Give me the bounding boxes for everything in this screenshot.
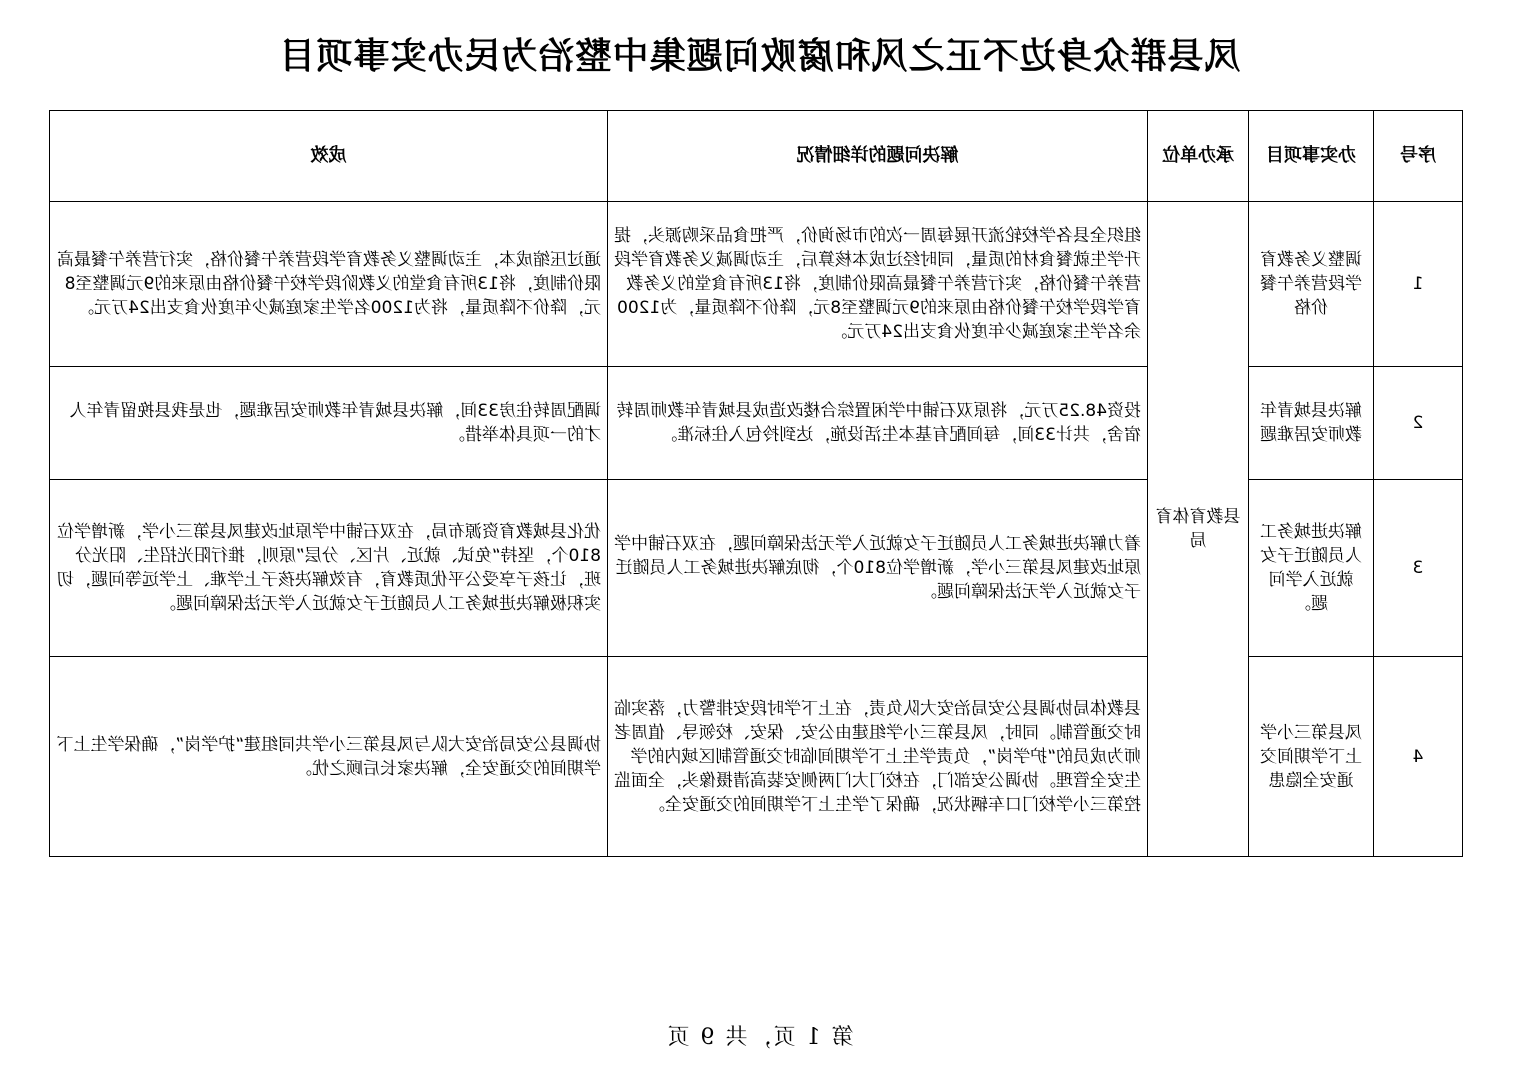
row-detail: 县教体局协调县公安局治安大队负责，在上下学时段安排警力，落实临时交通管制。同时，凤县第三小学组建由公安、保安、校领导、值周老师为成员的“护学岗”，负责学生上下学期间临时交通管制区域内的学生安全管理。协调公安部门，在校门大门两侧安装高清摄像头，全面监控第三小学校门口车辆状况，确保了学生上下学期间的交通安全。 [608, 657, 1148, 857]
responsible-unit: 县教育体育局 [1148, 202, 1249, 857]
page-footer: 第 1 页，共 9 页 [665, 1025, 854, 1050]
header-unit: 承办单位 [1148, 111, 1249, 202]
row-item: 解决进城务工人员随迁子女就近入学问题。 [1249, 480, 1374, 657]
row-effect: 通过压缩成本，主动调整义务教育学段营养午餐价格，实行营养午餐最高限价制度，将13所有食堂的义教阶段学校午餐价格由原来的9元调整至8元，降价不降质量，将为1200名学生家庭减少年度伙食支出24万元。 [50, 202, 608, 367]
table-row [50, 480, 1463, 657]
row-detail: 投资48.25万元，将原双石铺中学闲置综合楼改造成县城青年教师周转宿舍，共计33间，每间配有基本生活设施，达到拎包入住标准。 [608, 367, 1148, 480]
row-no: 1 [1374, 202, 1463, 367]
row-item: 凤县第三小学上下学期间交通安全隐患 [1249, 657, 1374, 857]
row-effect: 调配周转住房33间，解决县城青年教师安居难题，也是我县挽留青年人才的一项具体举措。 [50, 367, 608, 480]
row-item: 调整义务教育学段营养午餐价格 [1249, 202, 1374, 367]
table-row [50, 367, 1463, 480]
header-detail: 解决问题的详细情况 [608, 111, 1148, 202]
projects-table [49, 110, 1463, 857]
header-item: 办实事项目 [1249, 111, 1374, 202]
header-no: 序号 [1374, 111, 1463, 202]
page-title: 凤县群众身边不正之风和腐败问题集中整治为民办实事项目 [278, 35, 1241, 77]
table-row [50, 657, 1463, 857]
row-effect: 优化县城教育资源布局，在双石铺中学原址改建凤县第三小学，新增学位810个，坚持“免试、就近、片区、分层”原则，推行阳光招生、阳光分班，让孩子享受公平优质教育，有效解决孩子上学难、上学远等问题，切实积极解决进城务工人员随迁子女就近入学无法保障问题。 [50, 480, 608, 657]
row-no: 2 [1374, 367, 1463, 480]
row-effect: 协调县公安局治安大队与凤县第三小学共同组建“护学岗”，确保学生上下学期间的交通安全，解决家长后顾之忧。 [50, 657, 608, 857]
table-row [50, 202, 1463, 367]
header-effect: 成效 [50, 111, 608, 202]
row-item: 解决县城青年教师安居难题 [1249, 367, 1374, 480]
row-no: 3 [1374, 480, 1463, 657]
table-header-row [50, 111, 1463, 202]
row-no: 4 [1374, 657, 1463, 857]
row-detail: 着力解决进城务工人员随迁子女就近入学无法保障问题，在双石铺中学原址改建凤县第三小学，新增学位810个，彻底解决进城务工人员随迁子女就近入学无法保障问题。 [608, 480, 1148, 657]
row-detail: 组织全县各学校轮流开展每周一次的市场询价，严把食品采购源头，提升学生就餐食材的质量，同时经过成本核算后，主动调减义务教育学段营养午餐价格，实行营养午餐最高限价制度，将13所有食堂的义务教育学段学校午餐价格由原来的9元调整至8元，降价不降质量，为1200余名学生家庭减少年度伙食支出24万元。 [608, 202, 1148, 367]
